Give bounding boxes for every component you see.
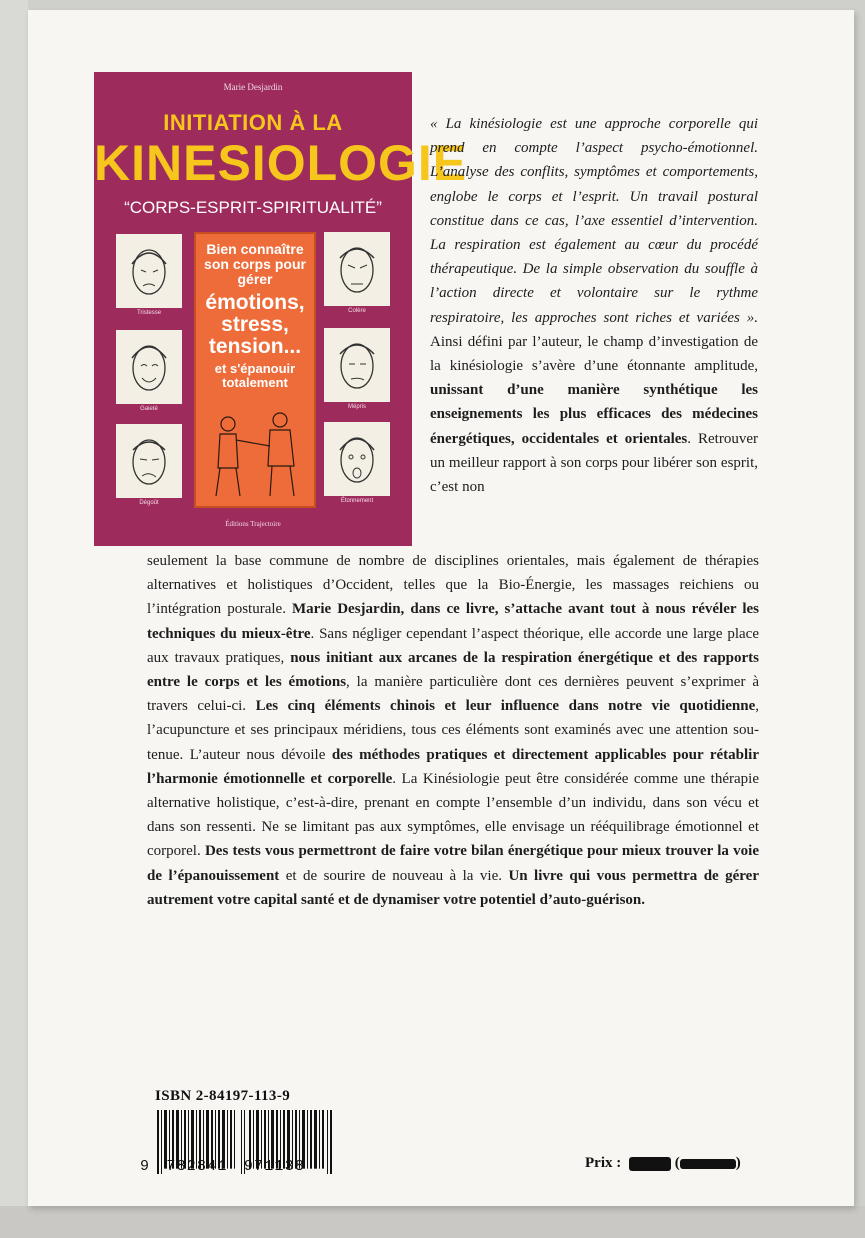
cover-thumbnail: [94, 72, 468, 546]
barcode-group-2: 971138: [243, 1158, 306, 1175]
body-plain-4: , l’acupuncture et ses principaux méridiens, tous ces éléments sont examinés avec une attention soutenue. L’auteur nous dévoile: [147, 698, 759, 763]
face-contempt-illustration: [324, 328, 390, 402]
price-alt-redacted-block: [680, 1159, 736, 1169]
face-label-6: Étonnement: [340, 498, 374, 504]
face-sadness-illustration: [116, 234, 182, 308]
price-open-paren: (: [674, 1155, 680, 1171]
face-label-1: Tristesse: [136, 310, 162, 316]
price: [585, 1155, 741, 1172]
price-close-paren: ): [735, 1155, 741, 1171]
face-label-5: Mépris: [347, 404, 366, 410]
background-bottom: [0, 1206, 865, 1238]
quote-text-bold-1: unissant d’une manière synthétique les enseignements les plus efficaces des médecines énergétiques, occidentales et orientales: [430, 382, 758, 447]
face-joy-illustration: [116, 330, 182, 404]
description-quote-block: [430, 112, 758, 499]
face-anger-illustration: [324, 232, 390, 306]
author-quote: « La kinésiologie est une approche corporelle qui prend en compte l’aspect psycho-émotionnel. L’analyse des conflits, symptômes et comportements, englobe le corps et l’esprit. Un travail postural constitue dans ce cas, l’axe essentiel d’intervention. La respiration est également au cœur du procédé thérapeutique. De la simple observation du souffle à l’action directe et volontaire sur le rythme respiratoire, les approches sont riches et variées ».: [430, 116, 758, 326]
face-surprise-illustration: [324, 422, 390, 496]
cover-author: Marie Desjardin: [223, 82, 283, 92]
practitioners-illustration: [200, 410, 310, 500]
barcode-group-1: 782841: [166, 1158, 228, 1175]
cover-title-line1: INITIATION À LA: [163, 110, 343, 135]
face-disgust-illustration: [116, 424, 182, 498]
barcode-number: [140, 1158, 305, 1175]
price-label: Prix :: [585, 1155, 622, 1171]
description-body: [147, 549, 759, 912]
body-bold-4: des méthodes pratiques et directement applicables pour rétablir l’harmonie émotionnelle et corporelle: [147, 746, 759, 787]
quote-text-plain-1: Ainsi défini par l’auteur, le champ d’investigation de la kinésiologie s’avère d’une étonnante amplitude,: [430, 333, 758, 375]
body-plain-5: . La Kinésiologie peut être considérée comme une thérapie alternative holistique, c’est-à-dire, prenant en compte l’ensemble d’un individu, dans son vécu et dans son ressenti. Ne se limitant pas aux symptômes, elle envisage un rééquilibrage émotionnel et corporel.: [147, 770, 759, 860]
body-plain-1: seulement la base commune de nombre de disciplines orientales, mais également de thérapies alternatives et holistiques d’Occident, telles que la Bio-Énergie, les massages reichiens ou l’intégration posturale.: [147, 553, 759, 618]
body-bold-6: Un livre qui vous permettra de gérer autrement votre capital santé et de dynamiser votre potentiel d’auto-guérison.: [147, 867, 759, 908]
cover-title-line2: KINESIOLOGIE: [94, 135, 468, 191]
body-bold-2: nous initiant aux arcanes de la respiration énergétique et des rapports entre le corps et les émotions: [147, 649, 759, 691]
cover-orange-panel: [194, 232, 316, 508]
body-bold-1: Marie Desjardin, dans ce livre, s’attache avant tout à nous révéler les techniques du mieux-être: [147, 601, 759, 642]
background-left: [0, 0, 28, 1238]
body-plain-3: , la manière particulière dont ces dernières peuvent s’exprimer à travers celui-ci.: [147, 674, 759, 715]
body-bold-3: Les cinq éléments chinois et leur influence dans notre vie quotidienne: [255, 698, 756, 715]
body-bold-5: Des tests vous permettront de faire votre bilan énergétique pour mieux trouver la voie de l’épanouissement: [147, 843, 759, 884]
face-label-4: Colère: [348, 308, 366, 314]
body-plain-2: . Sans négliger cependant l’aspect théorique, elle accorde une large place aux travaux pratiques,: [147, 625, 759, 666]
panel-text-3: et s'épanouir totalement: [214, 361, 296, 390]
isbn-text: ISBN 2-84197-113-9: [155, 1088, 291, 1104]
quote-text-plain-2: . Retrouver un meilleur rapport à son corps pour libérer son esprit, c’est non: [430, 430, 758, 496]
barcode-lead-digit: 9: [140, 1158, 151, 1175]
cover-subtitle: “CORPS-ESPRIT-SPIRITUALITÉ”: [124, 198, 382, 217]
panel-text-1: Bien connaître son corps pour gérer: [204, 241, 306, 287]
panel-text-2: émotions, stress, tension...: [205, 291, 305, 358]
price-redacted-block: [629, 1157, 671, 1171]
face-label-3: Dégoût: [139, 500, 159, 506]
body-plain-6: et de sourire de nouveau à la vie.: [279, 867, 509, 884]
face-label-2: Gaieté: [140, 406, 158, 412]
cover-publisher: Éditions Trajectoire: [225, 520, 281, 528]
